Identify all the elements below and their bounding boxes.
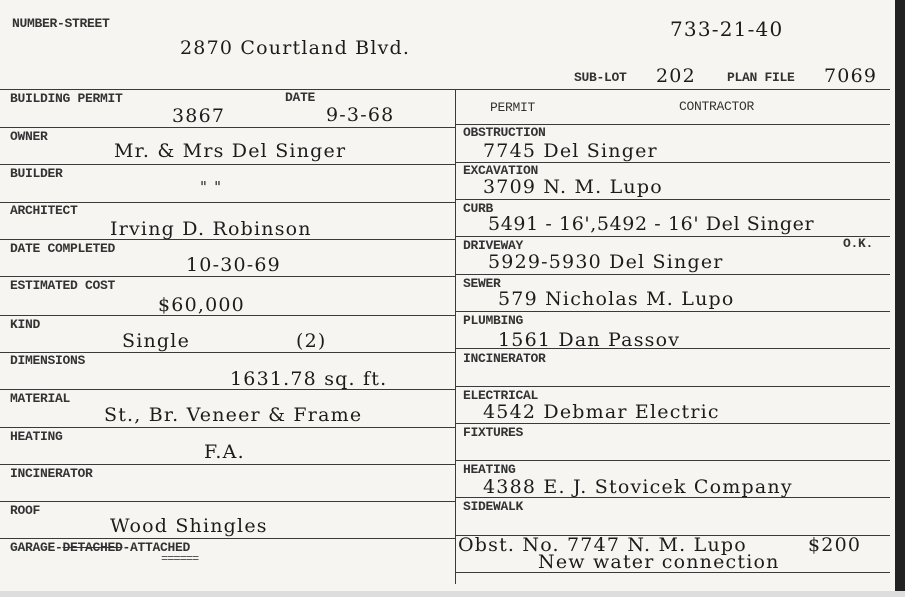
heating-contractor: 4388 E. J. Stovicek Company [483,476,793,498]
heating-label: HEATING [10,429,63,444]
sidewalk-label: SIDEWALK [463,499,524,514]
driveway: 5929-5930 Del Singer [488,251,724,273]
garage-label-prefix: GARAGE- [10,540,63,555]
address: 2870 Courtland Blvd. [180,37,411,59]
driveway-label: DRIVEWAY [463,238,524,253]
rule [456,236,890,237]
building-permit-label: BUILDING PERMIT [10,91,123,106]
right-incinerator-label: INCINERATOR [463,351,546,366]
building-permit: 3867 [172,105,226,127]
rule [0,276,455,277]
garage-attached: -ATTACHED [122,540,191,555]
sewer-label: SEWER [463,276,501,291]
sewer: 579 Nicholas M. Lupo [498,288,735,310]
garage-detached: DETACHED [62,540,123,555]
material: St., Br. Veneer & Frame [104,404,363,426]
architect-label: ARCHITECT [10,203,78,218]
rule [0,89,890,90]
roof-label: ROOF [10,503,41,518]
excavation: 3709 N. M. Lupo [483,176,663,198]
incinerator-label: INCINERATOR [10,466,93,481]
driveway-ok: O.K. [843,236,874,251]
plumbing-label: PLUMBING [463,313,524,328]
builder: " " [200,178,223,196]
rule [0,164,455,165]
rule [456,274,890,275]
heating: F.A. [204,441,245,463]
rule [0,501,455,502]
curb-label: CURB [463,201,494,216]
right-heating-label: HEATING [463,462,516,477]
rule [456,311,890,312]
rule [456,199,890,200]
estimated-cost: $60,000 [158,294,245,316]
builder-label: BUILDER [10,166,63,181]
contractor-header: CONTRACTOR [679,99,755,114]
kind-count: (2) [296,330,327,352]
obstruction-label: OBSTRUCTION [463,125,546,140]
electrical-label: ELECTRICAL [463,388,539,403]
roof: Wood Shingles [110,515,268,537]
rule [456,460,890,461]
kind: Single [122,330,191,352]
curb: 5491 - 16',5492 - 16' Del Singer [488,213,815,235]
plan-file: 7069 [824,65,878,87]
date-completed-label: DATE COMPLETED [10,241,116,256]
obstruction-note: Obst. No. 7747 N. M. Lupo [458,534,747,556]
plumbing: 1561 Dan Passov [498,329,681,351]
date-label: DATE [285,90,316,105]
rule [0,464,455,465]
electrical: 4542 Debmar Electric [483,401,720,423]
rule [0,427,455,428]
owner-label: OWNER [10,129,48,144]
kind-label: KIND [10,317,41,332]
obstruction: 7745 Del Singer [483,140,658,162]
date-completed: 10-30-69 [186,254,281,276]
estimated-cost-label: ESTIMATED COST [10,278,116,293]
plan-file-label: PLAN FILE [727,70,795,85]
sub-lot-label: SUB-LOT [574,70,627,85]
permit-header: PERMIT [490,100,536,115]
scan-edge [895,0,905,597]
sub-lot: 202 [656,65,696,87]
dimensions-label: DIMENSIONS [10,353,86,368]
parcel-number: 733-21-40 [670,17,784,41]
column-divider [455,89,456,584]
rule [456,423,890,424]
excavation-label: EXCAVATION [463,163,539,178]
water-connection-note: New water connection [538,551,780,573]
owner: Mr. & Mrs Del Singer [114,140,347,162]
number-street-label: NUMBER-STREET [12,16,110,31]
attached-underline: ====== [161,552,199,566]
rule [0,127,455,128]
rule [0,538,455,539]
dimensions: 1631.78 sq. ft. [230,368,388,390]
material-label: MATERIAL [10,391,71,406]
architect: Irving D. Robinson [110,218,312,240]
obstruction-amount: $200 [808,534,862,556]
permit-date: 9-3-68 [326,104,395,126]
rule [456,386,890,387]
scan-bottom-edge [0,591,905,597]
fixtures-label: FIXTURES [463,425,524,440]
